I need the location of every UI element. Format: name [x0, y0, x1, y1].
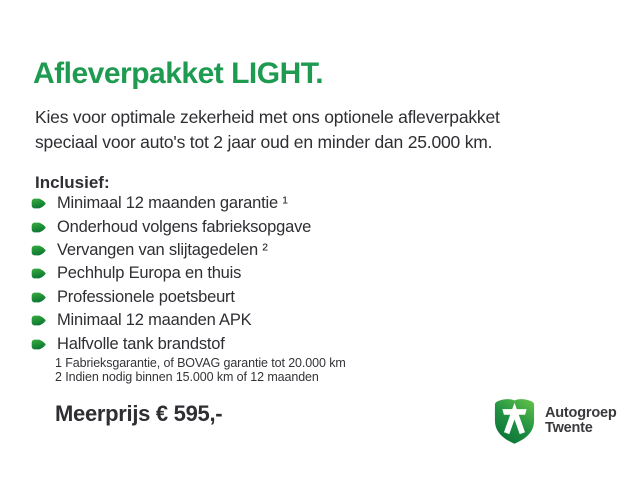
- list-item-label: Minimaal 12 maanden garantie ¹: [57, 194, 288, 213]
- list-item-label: Onderhoud volgens fabrieksopgave: [57, 217, 312, 236]
- list-item-label: Professionele poetsbeurt: [57, 287, 235, 306]
- footnote-1: 1 Fabrieksgarantie, of BOVAG garantie tot 20.000 km: [55, 356, 346, 370]
- feature-list: [31, 192, 311, 356]
- price-text: Meerprijs € 595,-: [55, 401, 223, 426]
- leaf-bullet-icon: [31, 292, 46, 303]
- list-item-label: Vervangen van slijtagedelen ²: [57, 240, 268, 259]
- list-item: [31, 215, 311, 238]
- page-title: Afleverpakket LIGHT.: [33, 57, 324, 90]
- list-item: [31, 332, 311, 355]
- leaf-bullet-icon: [31, 268, 46, 279]
- leaf-bullet-icon: [31, 339, 46, 350]
- list-item-label: Minimaal 12 maanden APK: [57, 311, 252, 330]
- list-item-label: Pechhulp Europa en thuis: [57, 264, 242, 283]
- list-item: [31, 239, 311, 262]
- brand-name-line-1: Autogroep: [545, 405, 617, 421]
- brand-name-line-2: Twente: [545, 420, 593, 436]
- footnote-2: 2 Indien nodig binnen 15.000 km of 12 maanden: [55, 370, 319, 384]
- intro-line-1: Kies voor optimale zekerheid met ons optionele afleverpakket: [35, 107, 500, 127]
- leaf-bullet-icon: [31, 198, 46, 209]
- brand-logo: [492, 397, 617, 445]
- list-item: [31, 309, 311, 332]
- list-heading: Inclusief:: [35, 173, 110, 192]
- footnotes: [55, 356, 346, 384]
- leaf-bullet-icon: [31, 222, 46, 233]
- leaf-bullet-icon: [31, 315, 46, 326]
- shield-a-icon: [492, 397, 537, 445]
- list-item: [31, 192, 311, 215]
- intro-text: [35, 105, 500, 154]
- intro-line-2: speciaal voor auto's tot 2 jaar oud en minder dan 25.000 km.: [35, 131, 493, 152]
- list-item: [31, 286, 311, 309]
- list-item-label: Halfvolle tank brandstof: [57, 334, 225, 353]
- leaf-bullet-icon: [31, 245, 46, 256]
- list-item: [31, 262, 311, 285]
- brand-name: [545, 406, 617, 436]
